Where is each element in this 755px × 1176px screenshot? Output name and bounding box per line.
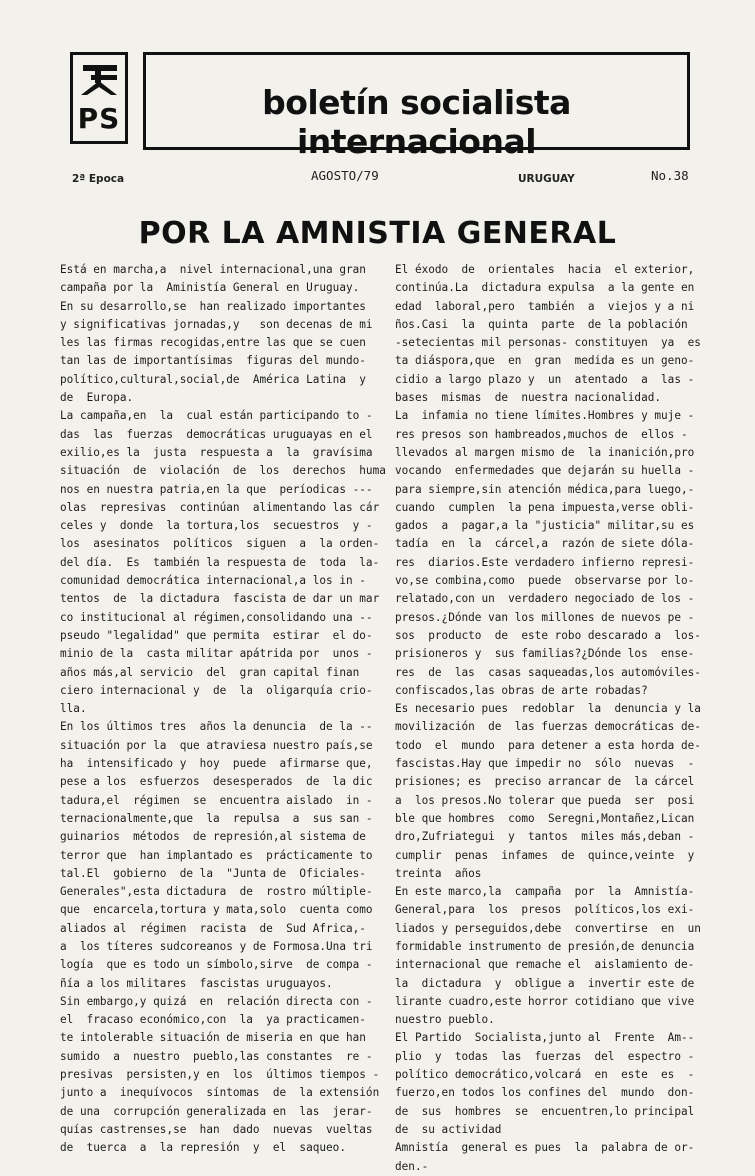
article-line: ta diáspora,que en gran medida es un geno-: [395, 354, 695, 368]
article-line: confiscados,las obras de arte robadas?: [395, 683, 648, 697]
article-line: presos.¿Dónde van los millones de nuevos pe -: [395, 610, 695, 624]
article-line: vo,se combina,como puede observarse por lo-: [395, 574, 695, 588]
article-line: te intolerable situación de miseria en que han: [60, 1031, 366, 1045]
article-line: a los títeres sudcoreanos y de Formosa.Una tri: [60, 939, 373, 953]
article-line: fuerzo,en todos los confines del mundo don-: [395, 1086, 695, 1100]
article-line: res diarios.Este verdadero infierno represi-: [395, 555, 695, 569]
article-line: ciero internacional y de la oligarquía crio-: [60, 683, 373, 697]
article-line: minio de la casta militar apátrida por unos -: [60, 647, 373, 661]
epoca-label: 2ª Epoca: [72, 173, 125, 185]
article-line: nos en nuestra patria,en la que períodicas ---: [60, 482, 373, 496]
article-line: La infamia no tiene límites.Hombres y muje -: [395, 409, 695, 423]
article-line: pese a los esfuerzos desesperados de la dic: [60, 775, 373, 789]
article-line: General,para los presos políticos,los exi-: [395, 903, 695, 917]
article-line: Es necesario pues redoblar la denuncia y la: [395, 702, 701, 716]
ps-logo: [70, 52, 128, 144]
article-line: tan las de importantísimas figuras del mundo-: [60, 354, 366, 368]
article-line: edad laboral,pero también a viejos y a ni: [395, 299, 695, 313]
article-line: los asesinatos políticos siguen a la orden-: [60, 537, 380, 551]
fist-emblem-icon: [77, 61, 121, 105]
article-left-column: [60, 261, 392, 1158]
article-line: situación por la que atraviesa nuestro país,se: [60, 738, 373, 752]
masthead-box: [143, 52, 690, 161]
article-line: les las firmas recogidas,entre las que se cuen: [60, 336, 366, 350]
article-line: logía que es todo un símbolo,sirve de compa -: [60, 958, 373, 972]
article-line: fascistas.Hay que impedir no sólo nuevas -: [395, 757, 695, 771]
article-line: presivas persisten,y en los últimos tiempos -: [60, 1068, 380, 1082]
article-line: lirante cuadro,este horror cotidiano que vive: [395, 994, 695, 1008]
article-line: En este marco,la campaña por la Amnistía-: [395, 885, 695, 899]
article-line: gados a pagar,a la "justicia" militar,su es: [395, 519, 695, 533]
article-line: nuestro pueblo.: [395, 1013, 495, 1027]
masthead-title: boletín socialista internacional: [262, 83, 571, 161]
article-line: ños.Casi la quinta parte de la población: [395, 317, 688, 331]
article-line: -setecientas mil personas- constituyen ya es: [395, 336, 701, 350]
article-line: ble que hombres como Seregni,Montañez,Lican: [395, 811, 695, 825]
article-line: cuando cumplen la pena impuesta,verse obli-: [395, 500, 695, 514]
article-line: cidio a largo plazo y un atentado a las -: [395, 372, 695, 386]
article-line: exilio,es la justa respuesta a la gravísima: [60, 445, 373, 459]
article-line: el fracaso económico,con la ya practicamen-: [60, 1013, 366, 1027]
article-line: tal.El gobierno de la "Junta de Oficiales-: [60, 866, 366, 880]
article-line: dro,Zufriategui y tantos miles más,deban -: [395, 830, 695, 844]
article-line: todo el mundo para detener a esta horda de-: [395, 738, 701, 752]
article-line: ha intensificado y hoy puede afirmarse que,: [60, 757, 373, 771]
article-line: del día. Es también la respuesta de toda la-: [60, 555, 380, 569]
logo-letters: PS: [77, 102, 121, 135]
article-line: y significativas jornadas,y son decenas de mi: [60, 317, 373, 331]
article-line: comunidad democrática internacional,a los in -: [60, 574, 366, 588]
article-line: prisioneros y sus familias?¿Dónde los ense-: [395, 647, 695, 661]
article-line: co institucional al régimen,consolidando una --: [60, 610, 373, 624]
article-line: En los últimos tres años la denuncia de la --: [60, 720, 373, 734]
article-line: de sus hombres se encuentren,lo principal: [395, 1104, 695, 1118]
article-line: que encarcela,tortura y mata,solo cuenta como: [60, 903, 373, 917]
article-line: junto a inequívocos síntomas de la extensión: [60, 1086, 380, 1100]
article-line: de una corrupción generalizada en las jerar-: [60, 1104, 373, 1118]
article-line: de su actividad: [395, 1122, 502, 1136]
article-headline: POR LA AMNISTIA GENERAL: [138, 216, 617, 251]
article-line: Sin embargo,y quizá en relación directa con -: [60, 994, 373, 1008]
article-line: prisiones; es preciso arrancar de la cárcel: [395, 775, 695, 789]
article-line: sumido a nuestro pueblo,las constantes re -: [60, 1049, 373, 1063]
article-line: a los presos.No tolerar que pueda ser posi: [395, 793, 695, 807]
article-line: El éxodo de orientales hacia el exterior,: [395, 263, 695, 276]
issue-date: AGOSTO/79: [311, 168, 379, 183]
article-line: bases mismas de nuestra nacionalidad.: [395, 391, 662, 405]
article-line: formidable instrumento de presión,de denuncia: [395, 939, 695, 953]
issue-number: No.38: [651, 168, 689, 183]
article-line: quías castrenses,se han dado nuevas vueltas: [60, 1122, 373, 1136]
article-line: treinta años: [395, 866, 482, 880]
article-line: tadía en la cárcel,a razón de siete dóla-: [395, 537, 695, 551]
article-line: El Partido Socialista,junto al Frente Am--: [395, 1031, 695, 1045]
article-line: para siempre,sin atención médica,para luego,-: [395, 482, 695, 496]
article-line: movilización de las fuerzas democráticas de-: [395, 720, 701, 734]
article-line: lla.: [60, 702, 87, 716]
article-line: pseudo "legalidad" que permita estirar el do-: [60, 628, 373, 642]
article-line: guinarios métodos de represión,al sistema de: [60, 830, 366, 844]
article-line: campaña por la Aministía General en Uruguay.: [60, 281, 360, 295]
article-line: La campaña,en la cual están participando to -: [60, 409, 373, 423]
article-line: plio y todas las fuerzas del espectro -: [395, 1049, 695, 1063]
article-line: Generales",esta dictadura de rostro múltiple-: [60, 885, 373, 899]
article-line: vocando enfermedades que dejarán su huella -: [395, 464, 695, 478]
article-line: político,cultural,social,de América Latina y: [60, 372, 366, 386]
article-line: ternacionalmente,que la repulsa a sus san -: [60, 811, 373, 825]
article-line: de Europa.: [60, 391, 134, 405]
article-line: relatado,con un verdadero negociado de los -: [395, 592, 695, 606]
article-line: Está en marcha,a nivel internacional,una gran: [60, 263, 366, 276]
article-line: tadura,el régimen se encuentra aislado in -: [60, 793, 373, 807]
article-line: cumplir penas infames de quince,veinte y: [395, 848, 695, 862]
article-line: sos producto de este robo descarado a los-: [395, 628, 701, 642]
article-line: continúa.La dictadura expulsa a la gente en: [395, 281, 695, 295]
article-line: años más,al servicio del gran capital finan: [60, 665, 360, 679]
article-line: olas represivas continúan alimentando las cár: [60, 500, 380, 514]
article-line: aliados al régimen racista de Sud Africa,-: [60, 921, 366, 935]
article-line: la dictadura y obligue a invertir este de: [395, 976, 695, 990]
article-line: En su desarrollo,se han realizado importantes: [60, 299, 366, 313]
article-line: celes y donde la tortura,los secuestros y -: [60, 519, 373, 533]
article-line: llevados al margen mismo de la inanición,pro: [395, 445, 695, 459]
article-line: situación de violación de los derechos huma: [60, 464, 386, 478]
article-right-column: [395, 261, 710, 1176]
article-line: res presos son hambreados,muchos de ellos -: [395, 427, 688, 441]
article-line: político democrático,volcará en este es -: [395, 1068, 695, 1082]
article-line: de tuerca a la represión y el saqueo.: [60, 1141, 346, 1155]
article-line: Amnistía general es pues la palabra de or-: [395, 1141, 695, 1155]
country-label: URUGUAY: [518, 173, 575, 185]
article-line: den.-: [395, 1159, 429, 1173]
article-line: res de las casas saqueadas,los automóviles-: [395, 665, 701, 679]
article-line: ñía a los militares fascistas uruguayos.: [60, 976, 333, 990]
article-line: internacional que remache el aislamiento de-: [395, 958, 695, 972]
article-line: das las fuerzas democráticas uruguayas en el: [60, 427, 373, 441]
article-line: terror que han implantado es prácticamente to: [60, 848, 373, 862]
article-line: liados y perseguidos,debe convertirse en un: [395, 921, 701, 935]
article-line: tentos de la dictadura fascista de dar un mar: [60, 592, 380, 606]
